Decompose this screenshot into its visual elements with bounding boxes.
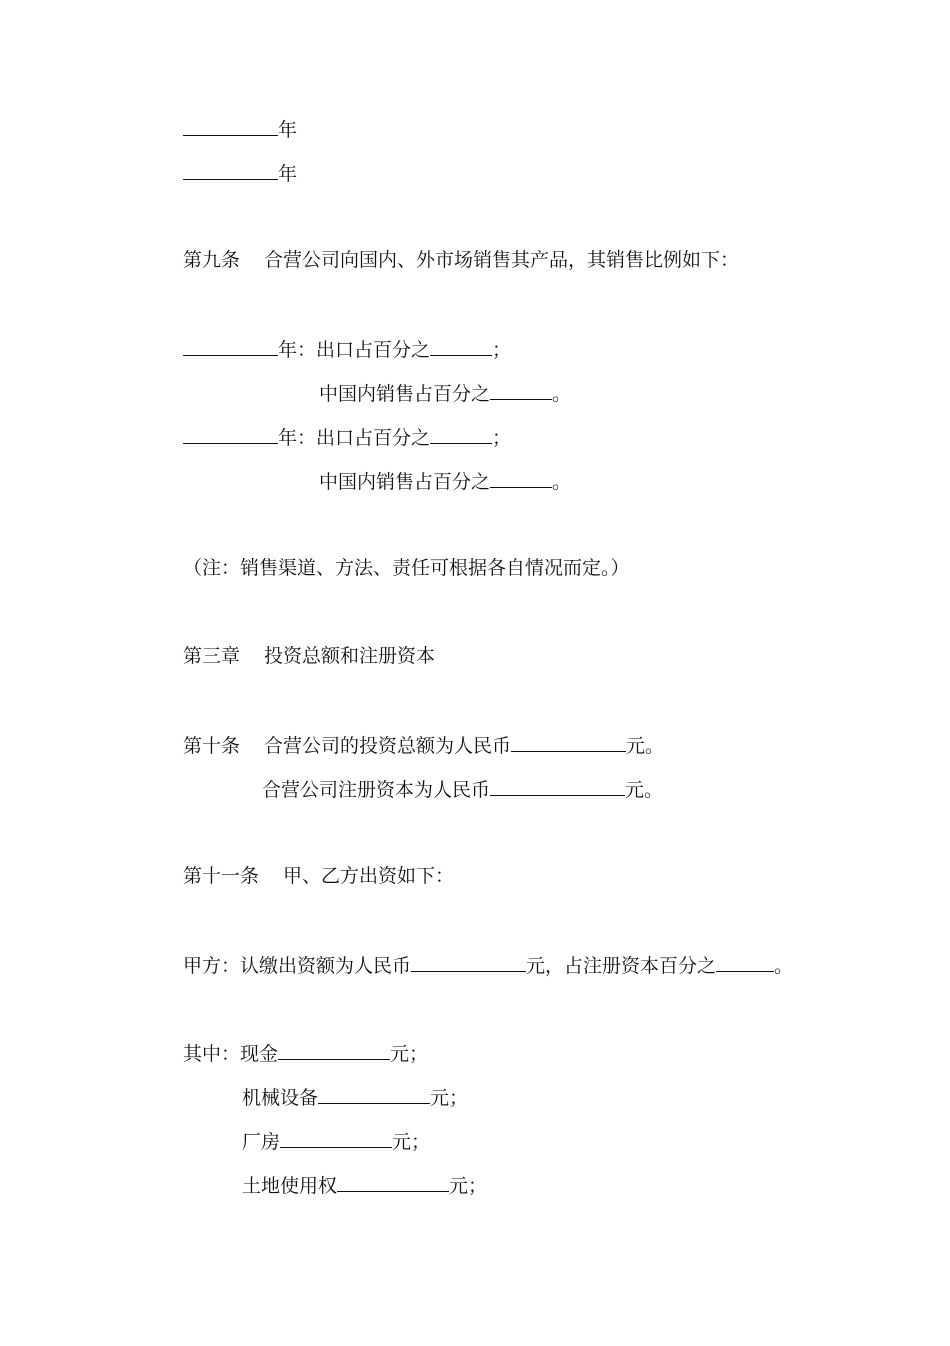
year-suffix: 年 (278, 119, 298, 141)
article-10-line2-end: 元。 (625, 779, 664, 801)
article-11 (183, 865, 454, 887)
contribution-label: 机械设备 (242, 1087, 319, 1109)
contribution-label: 土地使用权 (242, 1175, 338, 1197)
year-blank (183, 117, 278, 136)
export-percent-blank (430, 425, 492, 444)
article-9-text: 合营公司向国内、外市场销售其产品，其销售比例如下： (264, 249, 740, 271)
contribution-label: 现金 (240, 1043, 279, 1065)
chapter-3-title: 投资总额和注册资本 (264, 645, 436, 667)
contribution-amount-blank (318, 1085, 430, 1104)
party-a-text2: 元，占注册资本百分之 (526, 955, 717, 977)
year-suffix: 年 (278, 163, 298, 185)
contribution-cash (183, 1041, 428, 1063)
sales-ratio-export-2 (183, 425, 511, 447)
domestic-end: 。 (552, 383, 572, 405)
sales-note: （注：销售渠道、方法、责任可根据各自情况而定。） (183, 557, 630, 579)
contribution-amount-blank (337, 1173, 449, 1192)
article-10-line2-text: 合营公司注册资本为人民币 (262, 779, 491, 801)
domestic-text: 中国内销售占百分之 (319, 383, 491, 405)
party-a-contribution (183, 953, 793, 975)
sales-year-suffix: 年：出口占百分之 (278, 339, 431, 361)
article-9-label: 第九条 (183, 249, 241, 271)
contribution-end: 元； (392, 1131, 431, 1153)
chapter-3-label: 第三章 (183, 645, 241, 667)
contribution-amount-blank (278, 1041, 390, 1060)
article-11-text: 甲、乙方出资如下： (283, 865, 455, 887)
article-9 (183, 249, 739, 271)
party-a-percent-blank (716, 953, 774, 972)
domestic-end: 。 (552, 471, 572, 493)
year-line-2 (183, 161, 297, 183)
sales-ratio-export-1 (183, 337, 511, 359)
contributions-prefix: 其中： (183, 1043, 241, 1065)
party-a-text1: 甲方：认缴出资额为人民币 (183, 955, 412, 977)
article-10-line-1 (183, 733, 664, 755)
article-11-label: 第十一条 (183, 865, 260, 887)
contribution-end: 元； (430, 1087, 469, 1109)
party-a-amount-blank (411, 953, 526, 972)
year-line-1 (183, 117, 297, 139)
contribution-machinery (242, 1085, 468, 1107)
article-10-line1-text: 合营公司的投资总额为人民币 (264, 735, 512, 757)
domestic-text: 中国内销售占百分之 (319, 471, 491, 493)
domestic-percent-blank (490, 381, 552, 400)
registered-capital-blank (490, 777, 625, 796)
contribution-end: 元； (390, 1043, 429, 1065)
chapter-3-heading (183, 645, 435, 667)
domestic-percent-blank (490, 469, 552, 488)
article-10-line-2 (262, 777, 663, 799)
year-blank (183, 337, 278, 356)
contribution-end: 元； (449, 1175, 488, 1197)
total-investment-blank (511, 733, 626, 752)
export-end: ； (492, 427, 512, 449)
contribution-amount-blank (280, 1129, 392, 1148)
year-blank (183, 161, 278, 180)
export-percent-blank (430, 337, 492, 356)
article-10-label: 第十条 (183, 735, 241, 757)
contribution-factory (242, 1129, 430, 1151)
year-blank (183, 425, 278, 444)
contribution-land-use-right (242, 1173, 487, 1195)
sales-ratio-domestic-1 (319, 381, 571, 403)
article-10-line1-end: 元。 (626, 735, 665, 757)
export-end: ； (492, 339, 512, 361)
sales-year-suffix: 年：出口占百分之 (278, 427, 431, 449)
sales-ratio-domestic-2 (319, 469, 571, 491)
party-a-end: 。 (774, 955, 794, 977)
contribution-label: 厂房 (242, 1131, 281, 1153)
